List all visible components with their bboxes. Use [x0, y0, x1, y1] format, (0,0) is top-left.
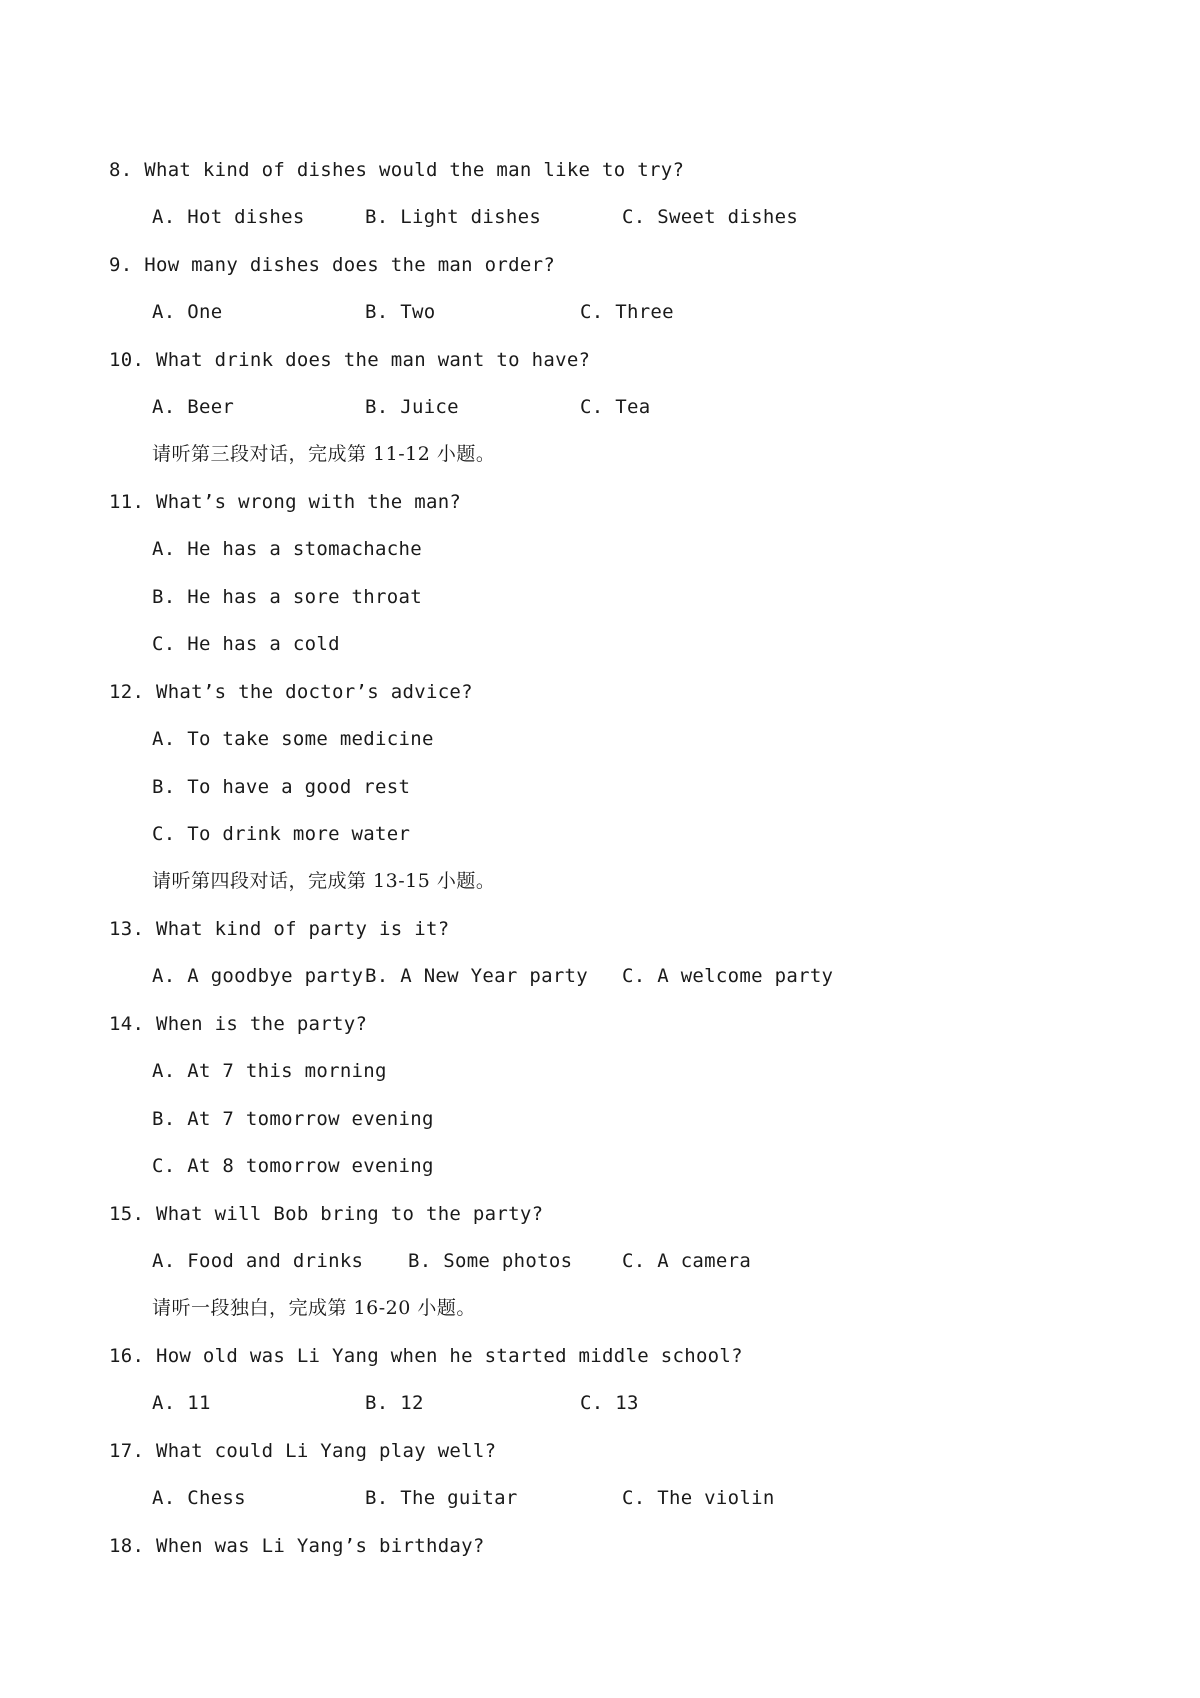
option-11c: C. He has a cold: [152, 633, 340, 655]
option-14a: A. At 7 this morning: [152, 1060, 387, 1082]
option-8c: C. Sweet dishes: [622, 206, 799, 228]
question-17: 17. What could Li Yang play well?: [109, 1440, 497, 1462]
option-9a: A. One: [152, 301, 223, 323]
option-14b: B. At 7 tomorrow evening: [152, 1108, 434, 1130]
option-13a: A. A goodbye party: [152, 965, 364, 987]
question-10: 10. What drink does the man want to have?: [109, 349, 591, 371]
question-16: 16. How old was Li Yang when he started middle school?: [109, 1345, 743, 1367]
section-instruction-4: 请听第四段对话，完成第 13-15 小题。: [152, 870, 496, 892]
option-13b: B. A New Year party: [365, 965, 589, 987]
section-instruction-3: 请听第三段对话，完成第 11-12 小题。: [152, 443, 496, 465]
option-10b: B. Juice: [365, 396, 459, 418]
question-14: 14. When is the party?: [109, 1013, 368, 1035]
option-15c: C. A camera: [622, 1250, 752, 1272]
section-instruction-5: 请听一段独白，完成第 16-20 小题。: [152, 1297, 476, 1319]
question-9: 9. How many dishes does the man order?: [109, 254, 556, 276]
option-13c: C. A welcome party: [622, 965, 834, 987]
option-12c: C. To drink more water: [152, 823, 411, 845]
question-15: 15. What will Bob bring to the party?: [109, 1203, 544, 1225]
question-18: 18. When was Li Yang’s birthday?: [109, 1535, 485, 1557]
option-12b: B. To have a good rest: [152, 776, 411, 798]
question-11: 11. What’s wrong with the man?: [109, 491, 462, 513]
question-13: 13. What kind of party is it?: [109, 918, 450, 940]
option-17c: C. The violin: [622, 1487, 775, 1509]
option-17b: B. The guitar: [365, 1487, 518, 1509]
option-16c: C. 13: [580, 1392, 639, 1414]
option-15b: B. Some photos: [408, 1250, 573, 1272]
option-16b: B. 12: [365, 1392, 424, 1414]
option-11b: B. He has a sore throat: [152, 586, 422, 608]
option-9b: B. Two: [365, 301, 436, 323]
option-8b: B. Light dishes: [365, 206, 542, 228]
option-12a: A. To take some medicine: [152, 728, 434, 750]
question-12: 12. What’s the doctor’s advice?: [109, 681, 473, 703]
option-16a: A. 11: [152, 1392, 211, 1414]
option-11a: A. He has a stomachache: [152, 538, 422, 560]
option-9c: C. Three: [580, 301, 674, 323]
option-17a: A. Chess: [152, 1487, 246, 1509]
option-14c: C. At 8 tomorrow evening: [152, 1155, 434, 1177]
option-8a: A. Hot dishes: [152, 206, 305, 228]
option-15a: A. Food and drinks: [152, 1250, 364, 1272]
option-10c: C. Tea: [580, 396, 651, 418]
question-8: 8. What kind of dishes would the man like to try?: [109, 159, 685, 181]
option-10a: A. Beer: [152, 396, 235, 418]
